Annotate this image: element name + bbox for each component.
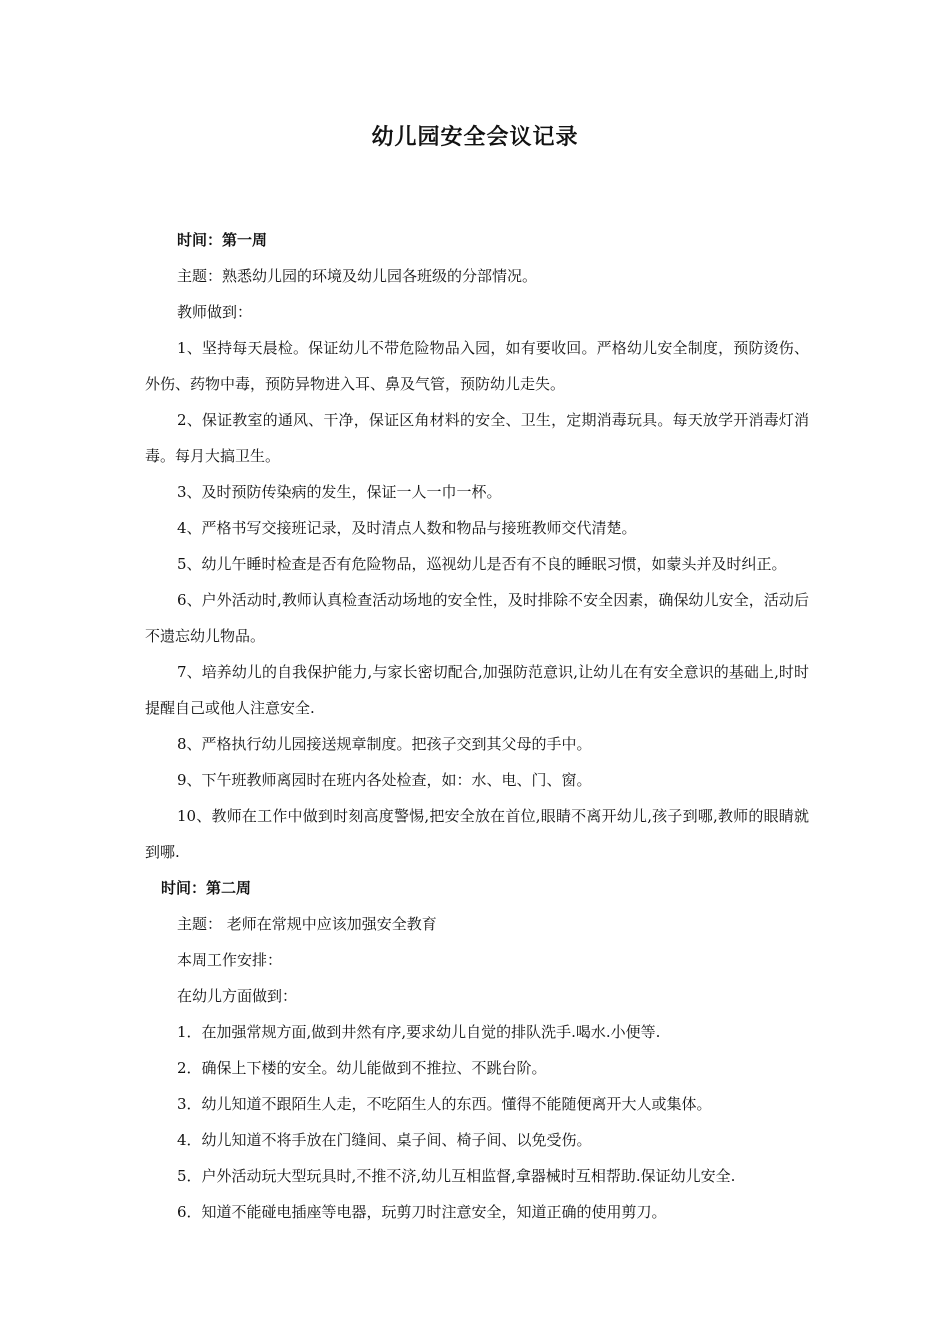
week1-item: 5、幼儿午睡时检查是否有危险物品，巡视幼儿是否有不良的睡眠习惯，如蒙头并及时纠正。 xyxy=(177,555,787,573)
document-body xyxy=(145,222,809,1230)
week1-teachers-heading: 教师做到： xyxy=(177,303,253,321)
document-title: 幼儿园安全会议记录 xyxy=(371,125,579,150)
week1-item: 1、坚持每天晨检。保证幼儿不带危险物品入园，如有要收回。严格幼儿安全制度，预防烫伤、外伤、药物中毒，预防异物进入耳、鼻及气管，预防幼儿走失。 xyxy=(145,339,809,393)
week2-item: 2．确保上下楼的安全。幼儿能做到不推拉、不跳台阶。 xyxy=(177,1059,547,1077)
week1-item: 8、严格执行幼儿园接送规章制度。把孩子交到其父母的手中。 xyxy=(177,735,592,753)
week1-item: 9、下午班教师离园时在班内各处检查，如：水、电、门、窗。 xyxy=(177,771,592,789)
week1-item: 10、教师在工作中做到时刻高度警惕,把安全放在首位,眼睛不离开幼儿,孩子到哪,教师的眼睛就到哪. xyxy=(145,807,809,861)
week1-item: 4、严格书写交接班记录，及时清点人数和物品与接班教师交代清楚。 xyxy=(177,519,637,537)
week1-time: 时间：第一周 xyxy=(177,231,268,249)
week2-item: 4．幼儿知道不将手放在门缝间、桌子间、椅子间、以免受伤。 xyxy=(177,1131,592,1149)
week2-item: 6．知道不能碰电插座等电器，玩剪刀时注意安全，知道正确的使用剪刀。 xyxy=(177,1203,667,1221)
week2-time: 时间：第二周 xyxy=(161,879,252,897)
week2-item: 3．幼儿知道不跟陌生人走，不吃陌生人的东西。懂得不能随便离开大人或集体。 xyxy=(177,1095,712,1113)
week2-arrangement-heading: 本周工作安排： xyxy=(177,951,283,969)
week1-theme: 主题：熟悉幼儿园的环境及幼儿园各班级的分部情况。 xyxy=(177,267,538,285)
week2-theme: 主题： 老师在常规中应该加强安全教育 xyxy=(177,915,437,933)
week1-item: 7、培养幼儿的自我保护能力,与家长密切配合,加强防范意识,让幼儿在有安全意识的基础上,时时提醒自己或他人注意安全. xyxy=(145,663,809,717)
week2-children-heading: 在幼儿方面做到： xyxy=(177,987,298,1005)
week1-item: 2、保证教室的通风、干净，保证区角材料的安全、卫生，定期消毒玩具。每天放学开消毒灯消毒。每月大搞卫生。 xyxy=(145,411,809,465)
week1-item: 6、户外活动时,教师认真检查活动场地的安全性，及时排除不安全因素，确保幼儿安全，活动后不遗忘幼儿物品。 xyxy=(145,591,809,645)
week2-item: 1．在加强常规方面,做到井然有序,要求幼儿自觉的排队洗手.喝水.小便等. xyxy=(177,1023,661,1041)
week2-item: 5．户外活动玩大型玩具时,不推不济,幼儿互相监督,拿器械时互相帮助.保证幼儿安全. xyxy=(177,1167,736,1185)
week1-item: 3、及时预防传染病的发生，保证一人一巾一杯。 xyxy=(177,483,502,501)
